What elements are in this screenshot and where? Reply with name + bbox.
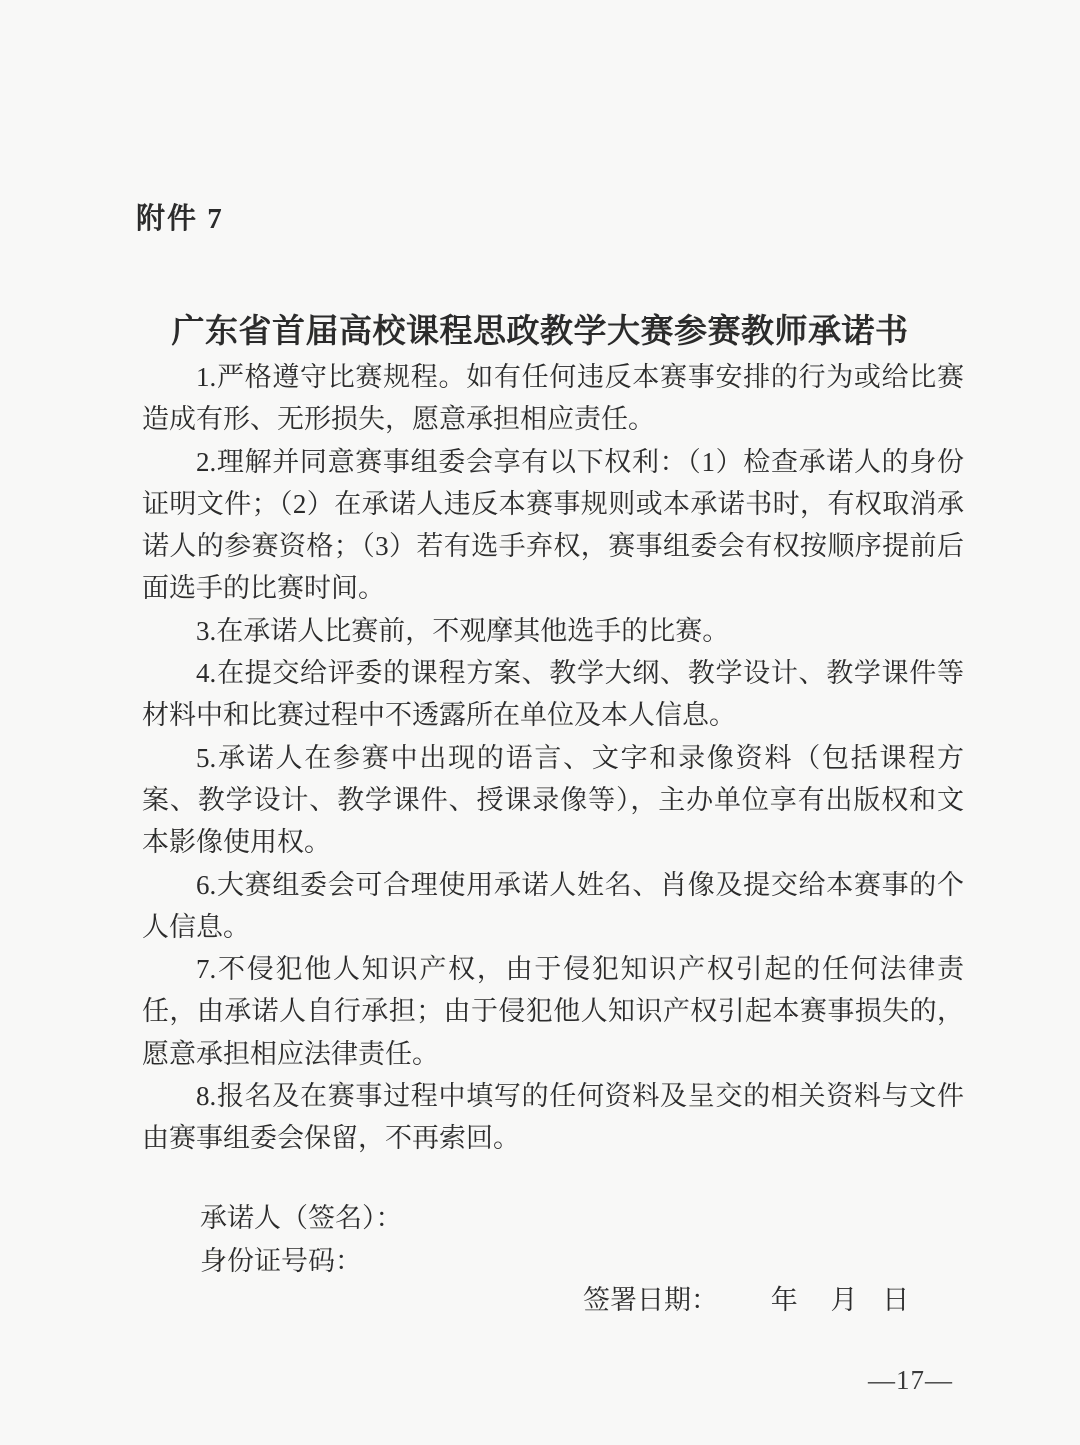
page-number: —17— xyxy=(868,1365,953,1395)
signing-date-line xyxy=(583,1278,909,1317)
commitment-list xyxy=(142,356,964,1160)
day-label: 日 xyxy=(882,1285,910,1315)
attachment-label: 附件 7 xyxy=(136,203,224,235)
date-label: 签署日期： xyxy=(583,1285,718,1315)
commitment-item-5: 5.承诺人在参赛中出现的语言、文字和录像资料（包括课程方案、教学设计、教学课件、授课录像等），主办单位享有出版权和文本影像使用权。 xyxy=(142,742,964,858)
commitment-item-2: 2.理解并同意赛事组委会享有以下权利：（1）检查承诺人的身份证明文件；（2）在承诺人违反本赛事规则或本承诺书时，有权取消承诺人的参赛资格；（3）若有选手弃权，赛事组委会有权按顺序提前后面选手的比赛时间。 xyxy=(142,446,964,604)
commitment-item-6: 6.大赛组委会可合理使用承诺人姓名、肖像及提交给本赛事的个人信息。 xyxy=(142,869,964,942)
commitment-item-3: 3.在承诺人比赛前，不观摩其他选手的比赛。 xyxy=(196,615,730,646)
commitment-item-4: 4.在提交给评委的课程方案、教学大纲、教学设计、教学课件等材料中和比赛过程中不透露所在单位及本人信息。 xyxy=(142,658,964,731)
commitment-item-1: 1.严格遵守比赛规程。如有任何违反本赛事安排的行为或给比赛造成有形、无形损失，愿意承担相应责任。 xyxy=(142,362,964,435)
commitment-item-7: 7.不侵犯他人知识产权，由于侵犯知识产权引起的任何法律责任，由承诺人自行承担；由于侵犯他人知识产权引起本赛事损失的，愿意承担相应法律责任。 xyxy=(142,954,964,1069)
year-label: 年 xyxy=(770,1285,798,1315)
commitment-item-8: 8.报名及在赛事过程中填写的任何资料及呈交的相关资料与文件由赛事组委会保留，不再索回。 xyxy=(142,1081,964,1154)
document-title: 广东省首届高校课程思政教学大赛参赛教师承诺书 xyxy=(171,314,909,351)
month-label: 月 xyxy=(830,1285,858,1315)
signer-signature-label: 承诺人（签名）： xyxy=(200,1203,403,1233)
id-number-label: 身份证号码： xyxy=(200,1246,362,1276)
